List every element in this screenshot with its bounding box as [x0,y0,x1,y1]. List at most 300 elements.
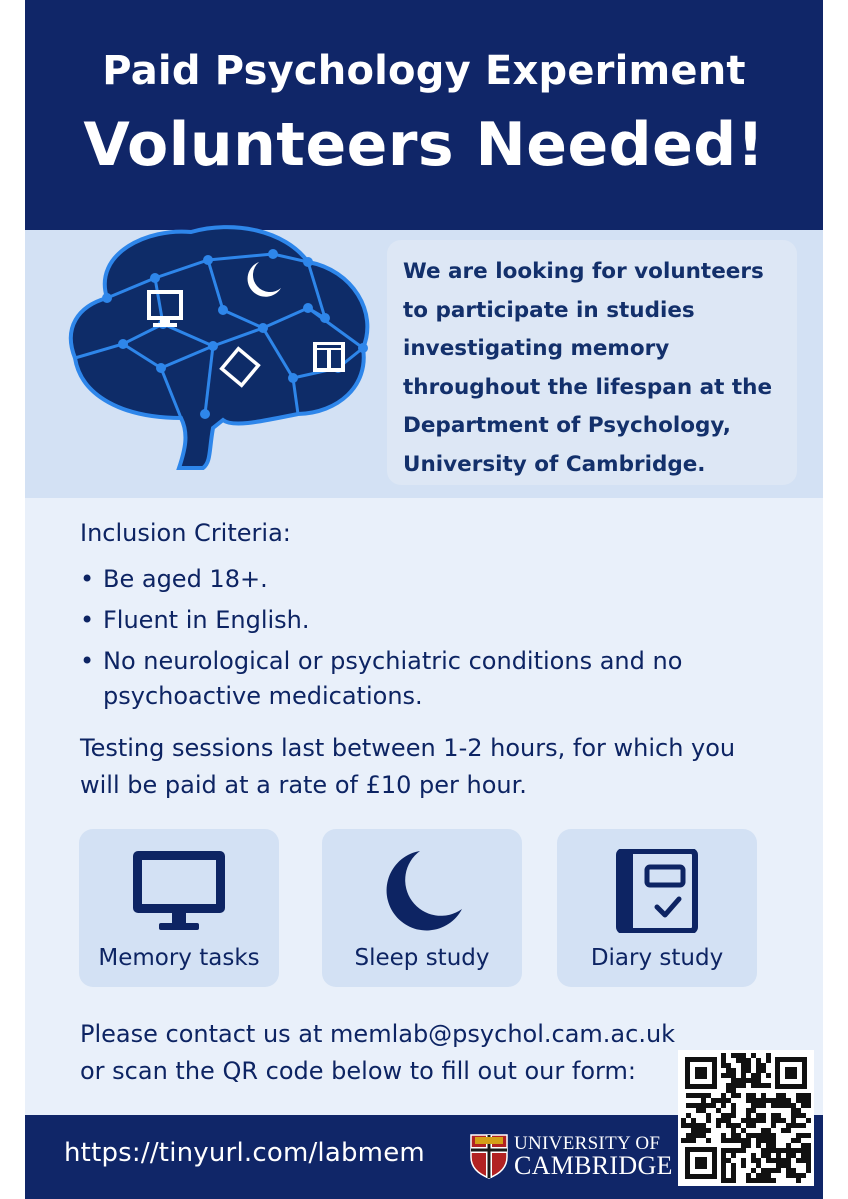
qr-module [746,1178,751,1183]
qr-module [766,1128,771,1133]
qr-module [721,1153,726,1158]
qr-module [756,1073,761,1078]
qr-module [796,1093,801,1098]
criteria-item-age: • Be aged 18+. [80,562,780,597]
qr-module [771,1168,776,1173]
criteria-item-english: • Fluent in English. [80,603,780,638]
qr-module [801,1148,806,1153]
qr-module [746,1138,751,1143]
qr-module [731,1148,736,1153]
qr-module [721,1098,726,1103]
qr-module [726,1083,731,1088]
qr-module [751,1118,756,1123]
qr-module [691,1133,696,1138]
qr-module [806,1153,811,1158]
qr-module [771,1113,776,1118]
qr-module [701,1133,706,1138]
qr-module [776,1158,781,1163]
qr-module [776,1163,781,1168]
qr-module [741,1058,746,1063]
qr-module [731,1128,736,1133]
qr-module [786,1163,791,1168]
qr-module [761,1168,766,1173]
qr-module [761,1068,766,1073]
qr-module [736,1083,741,1088]
qr-module [786,1103,791,1108]
qr-module [756,1098,761,1103]
qr-module [751,1123,756,1128]
qr-module [741,1158,746,1163]
qr-module [696,1093,701,1098]
qr-module [751,1133,756,1138]
qr-module [741,1143,746,1148]
qr-module [796,1113,801,1118]
qr-module [781,1098,786,1103]
qr-module [701,1103,706,1108]
intro-line: to participate in studies [403,297,695,323]
qr-module [701,1128,706,1133]
university-name-line-2: CAMBRIDGE [514,1151,673,1180]
qr-module [786,1173,791,1178]
qr-module [766,1148,771,1153]
intro-text [403,253,803,485]
qr-module [741,1063,746,1068]
qr-module [746,1143,751,1148]
qr-module [721,1168,726,1173]
qr-module [751,1083,756,1088]
qr-module [796,1133,801,1138]
qr-module [771,1158,776,1163]
title-line-1: Paid Psychology Experiment [102,48,746,94]
qr-module [731,1073,736,1078]
card-memory-tasks [79,829,279,987]
qr-module [791,1113,796,1118]
qr-module [776,1093,781,1098]
qr-module [771,1133,776,1138]
qr-module [731,1093,736,1098]
qr-module [746,1173,751,1178]
qr-module [746,1068,751,1073]
qr-module [761,1173,766,1178]
qr-module [751,1073,756,1078]
qr-module [731,1153,736,1158]
qr-module [756,1138,761,1143]
qr-module [756,1173,761,1178]
qr-module [736,1078,741,1083]
qr-module [731,1138,736,1143]
qr-module [766,1053,771,1058]
qr-module [801,1098,806,1103]
university-name-line-1: UNIVERSITY OF [514,1133,661,1154]
qr-module [726,1113,731,1118]
qr-module [736,1148,741,1153]
qr-module [681,1123,686,1128]
title-line-2: Volunteers Needed! [83,110,765,180]
qr-module [706,1138,711,1143]
qr-module [761,1138,766,1143]
qr-module [721,1173,726,1178]
qr-module [771,1098,776,1103]
qr-module [801,1158,806,1163]
qr-module [746,1123,751,1128]
qr-module [726,1148,731,1153]
qr-module [731,1108,736,1113]
qr-module [716,1118,721,1123]
qr-module [781,1163,786,1168]
qr-module [726,1073,731,1078]
qr-module [726,1178,731,1183]
qr-module [761,1148,766,1153]
qr-module [766,1083,771,1088]
card-sleep-study [322,829,522,987]
qr-module [766,1133,771,1138]
qr-module [691,1123,696,1128]
university-logo [469,1133,697,1183]
qr-module [696,1123,701,1128]
qr-module [726,1138,731,1143]
qr-module [756,1103,761,1108]
qr-module [746,1093,751,1098]
qr-module [806,1148,811,1153]
qr-module [791,1153,796,1158]
qr-module [776,1098,781,1103]
qr-module [706,1103,711,1108]
qr-module [746,1098,751,1103]
qr-module [731,1173,736,1178]
qr-module [786,1143,791,1148]
qr-module [806,1098,811,1103]
qr-module [721,1103,726,1108]
qr-module [741,1138,746,1143]
qr-module [791,1148,796,1153]
qr-module [806,1143,811,1148]
qr-module [701,1123,706,1128]
qr-module [766,1138,771,1143]
qr-module [751,1153,756,1158]
qr-module [721,1073,726,1078]
diary-icon [607,849,707,933]
qr-module [756,1058,761,1063]
qr-module [721,1178,726,1183]
qr-module [776,1103,781,1108]
qr-module [741,1068,746,1073]
qr-module [796,1148,801,1153]
qr-module [721,1053,726,1058]
qr-module [691,1103,696,1108]
qr-module [776,1113,781,1118]
qr-module [726,1098,731,1103]
qr-module [786,1153,791,1158]
qr-module [786,1128,791,1133]
qr-module [801,1173,806,1178]
qr-module [686,1103,691,1108]
qr-module [781,1118,786,1123]
qr-module [771,1103,776,1108]
qr-module [756,1158,761,1163]
qr-module [746,1078,751,1083]
qr-module [796,1173,801,1178]
qr-module [746,1118,751,1123]
qr-module [771,1123,776,1128]
qr-module [751,1053,756,1058]
qr-module [766,1173,771,1178]
qr-module [746,1058,751,1063]
qr-module [701,1098,706,1103]
qr-module [801,1143,806,1148]
qr-module [706,1113,711,1118]
qr-module [776,1168,781,1173]
qr-module [681,1138,686,1143]
qr-module [806,1093,811,1098]
qr-module [741,1128,746,1133]
qr-module [726,1123,731,1128]
qr-module [681,1118,686,1123]
qr-module [726,1158,731,1163]
qr-module [756,1068,761,1073]
qr-module [806,1168,811,1173]
qr-module [706,1118,711,1123]
qr-module [736,1133,741,1138]
qr-module [751,1168,756,1173]
qr-module [771,1143,776,1148]
qr-module [721,1138,726,1143]
header-banner [25,0,823,230]
qr-module [731,1113,736,1118]
qr-module [796,1108,801,1113]
qr-module [781,1103,786,1108]
qr-module [766,1098,771,1103]
qr-module [741,1083,746,1088]
qr-module [796,1138,801,1143]
intro-line: investigating memory [403,336,670,362]
qr-module [741,1118,746,1123]
qr-module [686,1123,691,1128]
contact-line: Please contact us at memlab@psychol.cam.ac.uk [80,1020,676,1048]
qr-module [721,1163,726,1168]
qr-module [781,1128,786,1133]
qr-module [731,1068,736,1073]
qr-module [731,1133,736,1138]
qr-module [696,1133,701,1138]
qr-module [711,1103,716,1108]
intro-line: We are looking for volunteers [403,259,764,284]
qr-module [696,1108,701,1113]
qr-module [791,1173,796,1178]
qr-module [731,1103,736,1108]
qr-module [751,1108,756,1113]
qr-module [776,1153,781,1158]
qr-module [731,1123,736,1128]
qr-module [766,1073,771,1078]
qr-module [706,1128,711,1133]
sessions-text [80,730,800,804]
qr-module [761,1128,766,1133]
criteria-list [80,562,780,720]
intro-line: throughout the lifespan at the [403,374,773,400]
qr-module [726,1118,731,1123]
qr-module [796,1098,801,1103]
qr-module [766,1158,771,1163]
qr-module [686,1133,691,1138]
qr-module [756,1113,761,1118]
qr-module [711,1098,716,1103]
qr-module [736,1123,741,1128]
qr-module [791,1118,796,1123]
qr-module [716,1098,721,1103]
qr-module [721,1093,726,1098]
qr-module [791,1168,796,1173]
contact-text [80,1016,720,1090]
qr-module [801,1093,806,1098]
qr-module [771,1148,776,1153]
qr-module [756,1078,761,1083]
qr-module [761,1093,766,1098]
qr-module [706,1093,711,1098]
card-label: Memory tasks [98,945,260,971]
qr-module [741,1073,746,1078]
qr-code-icon[interactable] [678,1050,814,1186]
qr-module [776,1118,781,1123]
sessions-line: will be paid at a rate of £10 per hour. [80,771,527,799]
qr-module [806,1118,811,1123]
brain-illustration-icon [63,218,385,470]
qr-module [801,1153,806,1158]
qr-module [761,1153,766,1158]
qr-module [766,1153,771,1158]
qr-module [736,1053,741,1058]
qr-module [756,1163,761,1168]
qr-module [756,1083,761,1088]
qr-module [791,1138,796,1143]
qr-module [771,1178,776,1183]
qr-module [806,1158,811,1163]
qr-module [721,1063,726,1068]
qr-module [786,1123,791,1128]
qr-module [766,1143,771,1148]
qr-module [806,1133,811,1138]
qr-module [741,1053,746,1058]
qr-module [781,1148,786,1153]
qr-module [761,1063,766,1068]
qr-module [716,1108,721,1113]
qr-module [691,1118,696,1123]
card-diary-study [557,829,757,987]
qr-module [686,1113,691,1118]
brain-folder-icon [313,342,345,372]
qr-module [806,1103,811,1108]
sessions-line: Testing sessions last between 1-2 hours, for which you [80,734,736,762]
qr-module [741,1078,746,1083]
qr-module [726,1068,731,1073]
qr-module [691,1093,696,1098]
qr-module [721,1158,726,1163]
qr-module [766,1168,771,1173]
qr-module [736,1093,741,1098]
qr-module [756,1133,761,1138]
qr-module [686,1138,691,1143]
qr-module [766,1178,771,1183]
intro-line: Department of Psychology, [403,413,731,439]
qr-module [721,1058,726,1063]
qr-module [701,1108,706,1113]
qr-module [761,1098,766,1103]
qr-module [781,1158,786,1163]
qr-module [776,1148,781,1153]
qr-module [786,1148,791,1153]
qr-module [796,1123,801,1128]
qr-module [686,1093,691,1098]
qr-module [786,1098,791,1103]
qr-module [741,1148,746,1153]
qr-module [721,1118,726,1123]
qr-module [691,1128,696,1133]
qr-module [771,1138,776,1143]
intro-line: University of Cambridge. [403,451,706,477]
cambridge-shield-icon [469,1133,509,1179]
criteria-title: Inclusion Criteria: [80,519,291,547]
qr-module [761,1103,766,1108]
qr-module [751,1178,756,1183]
qr-module [806,1163,811,1168]
qr-module [731,1088,736,1093]
qr-module [801,1133,806,1138]
qr-module [731,1078,736,1083]
qr-module [696,1103,701,1108]
qr-module [791,1103,796,1108]
qr-module [721,1133,726,1138]
qr-module [751,1103,756,1108]
qr-module [716,1123,721,1128]
qr-module [761,1113,766,1118]
qr-module [771,1118,776,1123]
qr-module [756,1178,761,1183]
moon-icon [372,849,472,933]
qr-module [746,1108,751,1113]
qr-module [746,1133,751,1138]
qr-module [766,1058,771,1063]
form-url-link[interactable]: https://tinyurl.com/labmem [64,1138,425,1168]
qr-module [761,1083,766,1088]
card-label: Diary study [590,945,724,971]
qr-module [751,1093,756,1098]
qr-module [746,1113,751,1118]
qr-module [741,1163,746,1168]
qr-module [731,1178,736,1183]
qr-module [691,1138,696,1143]
qr-module [756,1143,761,1148]
qr-module [796,1178,801,1183]
qr-module [796,1158,801,1163]
qr-module [736,1138,741,1143]
criteria-item-conditions: • No neurological or psychiatric conditions and no psychoactive medications. [80,644,780,714]
qr-module [731,1083,736,1088]
qr-module [801,1113,806,1118]
card-label: Sleep study [354,945,490,971]
qr-module [701,1093,706,1098]
qr-module [756,1063,761,1068]
qr-module [801,1123,806,1128]
qr-module [786,1168,791,1173]
qr-module [781,1093,786,1098]
qr-module [731,1053,736,1058]
qr-module [791,1123,796,1128]
qr-module [721,1148,726,1153]
qr-module [761,1178,766,1183]
qr-module [761,1133,766,1138]
monitor-icon [129,849,229,933]
qr-module [731,1163,736,1168]
qr-module [746,1063,751,1068]
